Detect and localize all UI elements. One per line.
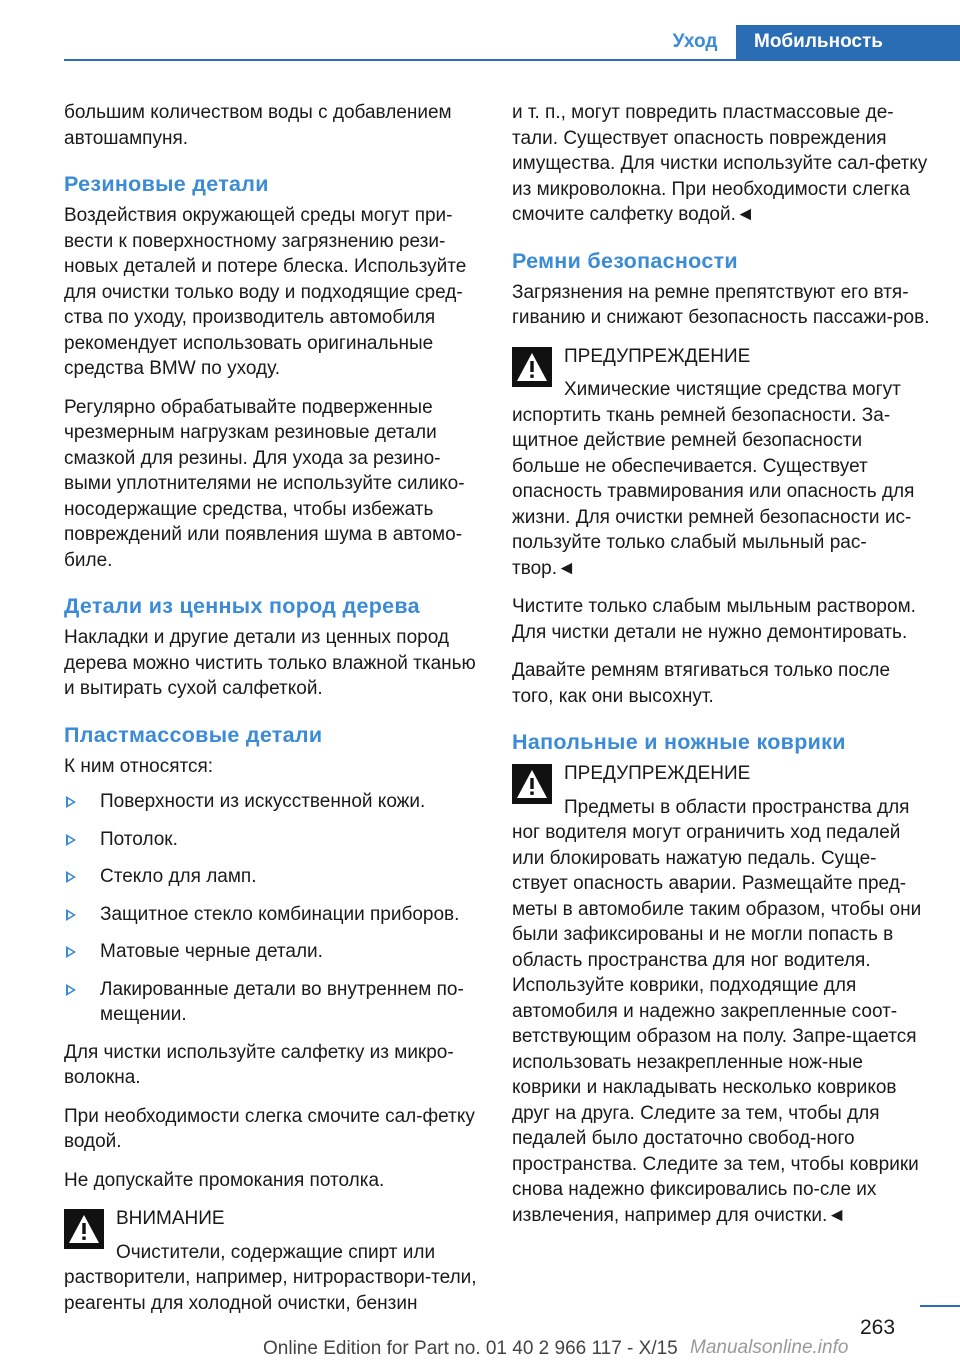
- plastic-intro: К ним относятся:: [64, 755, 214, 777]
- caution-title: ВНИМАНИЕ: [116, 1208, 225, 1229]
- warning-icon: [512, 347, 552, 387]
- triangle-bullet-icon: [66, 834, 76, 846]
- belts-paragraph-2: Чистите только слабым мыльным раствором. Для чистки детали не нужно демонтировать.: [512, 596, 916, 643]
- wood-paragraph: Накладки и другие детали из ценных пород дерева можно чистить только влажной тканью и вытирать сухой салфеткой.: [64, 627, 476, 699]
- heading-floor-mats: Напольные и ножные коврики: [512, 730, 846, 754]
- list-item: Потолок.: [64, 827, 482, 853]
- page-header: [0, 0, 960, 60]
- heading-rubber-parts: Резиновые детали: [64, 172, 269, 196]
- warning-box-mats: [512, 761, 930, 1228]
- heading-plastic-parts: Пластмассовые детали: [64, 722, 323, 747]
- end-mark-icon: ◄: [557, 557, 576, 579]
- list-item: Поверхности из искусственной кожи.: [64, 789, 482, 815]
- warning-text: Предметы в области пространства для ног водителя могут ограничить ход педалей или блокировать нажатую педаль. Суще-ствует опасность аварии. Размещайте пред-меты в автомобиле таким образом, чтобы они были зафиксированы и не могли попасть в область пространства для ног водителя. Используйте коврики, подходящие для автомобиля и надежно закрепленные соот-ветствующим образом на полу. Запре-щается использовать незакрепленные нож-ные коврики и накладывать несколько ковриков друг на друга. Следите за тем, чтобы для педалей было достаточно свобод-ного пространства. Следите за тем, чтобы коврики снова надежно фиксировались по-сле их извлечения, например для очистки.◄: [512, 796, 922, 1226]
- rubber-paragraph-1: Воздействия окружающей среды могут при-вести к поверхностному загрязнению рези-новых деталей и потере блеска. Используйте для очистки только воду и подходящие сред-ства по уходу, производитель автомобиля рекомендует использовать оригинальные средства BMW по уходу.: [64, 205, 467, 379]
- list-item: Стекло для ламп.: [64, 864, 482, 890]
- warning-icon: [64, 1209, 104, 1249]
- triangle-bullet-icon: [66, 796, 76, 808]
- plastic-paragraph-3: Не допускайте промокания потолка.: [64, 1169, 385, 1191]
- footer-rule: [920, 1305, 960, 1307]
- plastic-paragraph-1: Для чистки используйте салфетку из микро-волокна.: [64, 1041, 454, 1088]
- watermark: Manualsonline.info: [690, 1337, 849, 1358]
- warning-icon: [512, 764, 552, 804]
- heading-wood-parts: Детали из ценных пород дерева: [64, 594, 420, 618]
- intro-paragraph: большим количеством воды с добавлением автошампуня.: [64, 102, 452, 149]
- left-column: [64, 100, 482, 1329]
- triangle-bullet-icon: [66, 984, 76, 996]
- warning-title: ПРЕДУПРЕЖДЕНИЕ: [564, 763, 751, 784]
- online-edition-note: Online Edition for Part no. 01 40 2 966 117 - X/15: [263, 1338, 678, 1359]
- warning-triangle-icon: [67, 1213, 101, 1245]
- triangle-bullet-icon: [66, 946, 76, 958]
- triangle-bullet-icon: [66, 909, 76, 921]
- warning-box-belts: [512, 344, 930, 582]
- heading-seat-belts: Ремни безопасности: [512, 248, 738, 273]
- warning-text: Химические чистящие средства могут испортить ткань ремней безопасности. За-щитное действие ремней безопасности больше не обеспечивается. Существует опасность травмирования или опасность для жизни. Для очистки ремней безопасности ис-пользуйте только слабый мыльный рас-твор.◄: [512, 379, 915, 579]
- caution-box: [64, 1206, 482, 1316]
- section-tab[interactable]: Уход: [672, 31, 718, 52]
- end-mark-icon: ◄: [827, 1204, 847, 1226]
- plastic-list: [64, 789, 482, 1028]
- belts-paragraph: Загрязнения на ремне препятствуют его втя-гиванию и снижают безопасность пассажи-ров.: [512, 281, 930, 328]
- plastic-paragraph-2: При необходимости слегка смочите сал-фетку водой.: [64, 1105, 475, 1152]
- triangle-bullet-icon: [66, 871, 76, 883]
- header-rule: [64, 59, 960, 61]
- right-column: [512, 100, 930, 1241]
- warning-title: ПРЕДУПРЕЖДЕНИЕ: [564, 345, 751, 367]
- rubber-paragraph-2: Регулярно обрабатывайте подверженные чрезмерным нагрузкам резиновые детали смазкой для резины. Для ухода за резино-выми уплотнителями не используйте силико-носодержащие средства, чтобы избежать повреждений или появления шума в автомо-биле.: [64, 396, 465, 571]
- caution-text: Очистители, содержащие спирт или растворители, например, нитрораствори-тели, реагенты для холодной очистки, бензин: [64, 1241, 477, 1314]
- page-number: 263: [860, 1316, 896, 1339]
- continued-paragraph: и т. п., могут повредить пластмассовые де-тали. Существует опасность повреждения имущества. Для чистки используйте сал-фетку из микроволокна. При необходимости слегка смочите салфетку водой.◄: [512, 102, 928, 225]
- warning-triangle-icon: [515, 351, 549, 383]
- end-mark-icon: ◄: [735, 204, 755, 225]
- list-item: Защитное стекло комбинации приборов.: [64, 902, 482, 928]
- list-item: Матовые черные детали.: [64, 939, 482, 965]
- chapter-tab[interactable]: Мобильность: [736, 25, 960, 59]
- belts-paragraph-3: Давайте ремням втягиваться только после того, как они высохнут.: [512, 660, 891, 707]
- warning-triangle-icon: [515, 768, 549, 800]
- list-item: Лакированные детали во внутреннем по-мещении.: [64, 977, 482, 1028]
